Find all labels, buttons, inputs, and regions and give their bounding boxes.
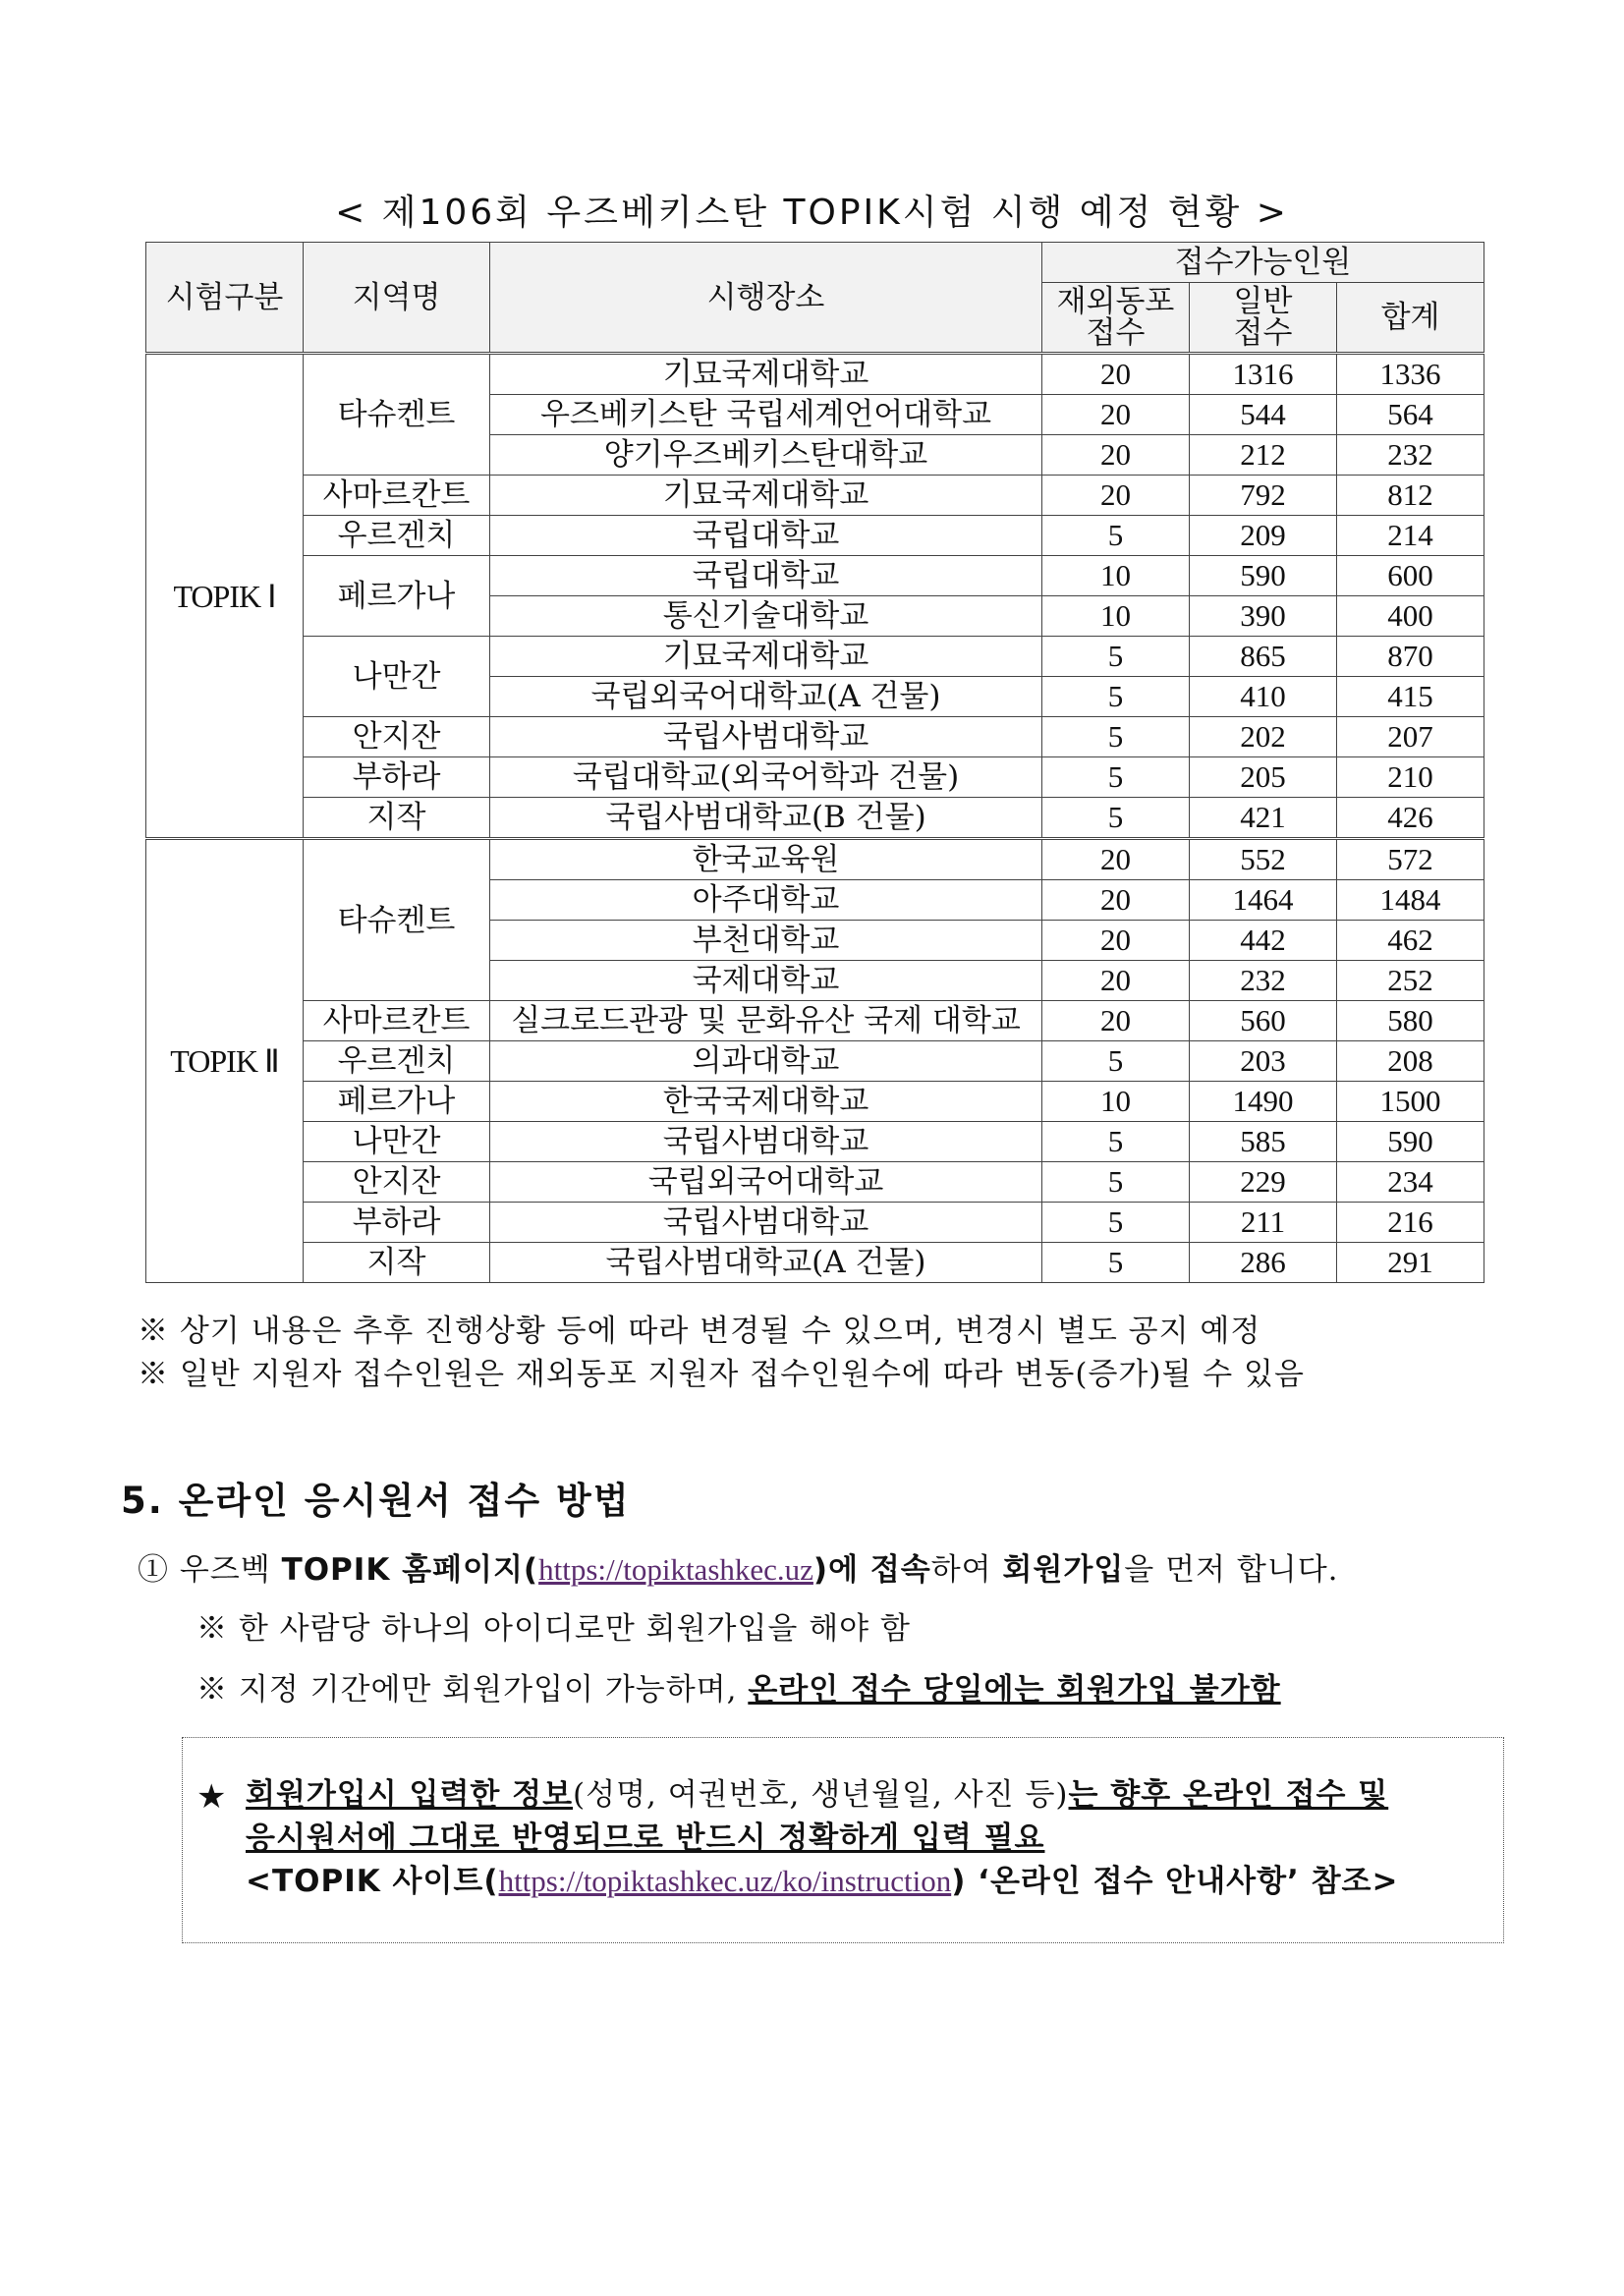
venue-cell: 국립대학교(외국어학과 건물) bbox=[490, 757, 1042, 798]
step-bold: 회원가입 bbox=[1002, 1552, 1125, 1588]
notice-line-3 bbox=[246, 1860, 1398, 1903]
general-count-cell: 1464 bbox=[1190, 880, 1337, 921]
total-count-cell: 572 bbox=[1337, 839, 1484, 880]
star-icon: ★ bbox=[196, 1777, 227, 1817]
region-cell: 페르가나 bbox=[304, 556, 490, 637]
overseas-count-cell: 10 bbox=[1042, 556, 1190, 596]
region-cell: 지작 bbox=[304, 798, 490, 839]
overseas-count-cell: 5 bbox=[1042, 677, 1190, 717]
region-cell: 타슈켄트 bbox=[304, 354, 490, 476]
sub-note-2 bbox=[196, 1668, 1281, 1711]
overseas-count-cell: 20 bbox=[1042, 354, 1190, 395]
notice-box bbox=[182, 1737, 1504, 1943]
general-count-cell: 560 bbox=[1190, 1001, 1337, 1041]
total-count-cell: 207 bbox=[1337, 717, 1484, 757]
overseas-count-cell: 5 bbox=[1042, 637, 1190, 677]
notice-text: (성명, 여권번호, 생년월일, 사진 등) bbox=[573, 1777, 1069, 1813]
region-cell: 부하라 bbox=[304, 757, 490, 798]
table-row bbox=[146, 1001, 1484, 1041]
region-cell: 부하라 bbox=[304, 1203, 490, 1243]
exam-level-cell: TOPIK Ⅱ bbox=[146, 839, 304, 1283]
header-total: 합계 bbox=[1337, 283, 1484, 354]
total-count-cell: 426 bbox=[1337, 798, 1484, 839]
total-count-cell: 870 bbox=[1337, 637, 1484, 677]
table-row bbox=[146, 476, 1484, 516]
region-cell: 안지잔 bbox=[304, 717, 490, 757]
step-text: 우즈벡 bbox=[179, 1552, 271, 1588]
table-row bbox=[146, 757, 1484, 798]
header-capacity: 접수가능인원 bbox=[1042, 243, 1484, 283]
venue-cell: 국립대학교 bbox=[490, 556, 1042, 596]
venue-cell: 아주대학교 bbox=[490, 880, 1042, 921]
header-region: 지역명 bbox=[304, 243, 490, 354]
exam-level-cell: TOPIK Ⅰ bbox=[146, 354, 304, 839]
total-count-cell: 462 bbox=[1337, 921, 1484, 961]
overseas-count-cell: 20 bbox=[1042, 839, 1190, 880]
overseas-count-cell: 10 bbox=[1042, 596, 1190, 637]
step-text: 하여 bbox=[930, 1552, 992, 1588]
venue-cell: 국립외국어대학교 bbox=[490, 1162, 1042, 1203]
overseas-count-cell: 10 bbox=[1042, 1082, 1190, 1122]
overseas-count-cell: 5 bbox=[1042, 516, 1190, 556]
general-count-cell: 792 bbox=[1190, 476, 1337, 516]
notice-bold: 는 향후 온라인 접수 및 bbox=[1068, 1777, 1389, 1813]
total-count-cell: 234 bbox=[1337, 1162, 1484, 1203]
venue-cell: 국립사범대학교 bbox=[490, 1203, 1042, 1243]
notice-line-1 bbox=[246, 1773, 1388, 1817]
general-count-cell: 585 bbox=[1190, 1122, 1337, 1162]
table-row bbox=[146, 556, 1484, 596]
general-count-cell: 202 bbox=[1190, 717, 1337, 757]
total-count-cell: 1484 bbox=[1337, 880, 1484, 921]
general-count-cell: 544 bbox=[1190, 395, 1337, 435]
overseas-count-cell: 20 bbox=[1042, 435, 1190, 476]
header-general-line1: 일반 bbox=[1233, 284, 1293, 319]
header-exam-type: 시험구분 bbox=[146, 243, 304, 354]
overseas-count-cell: 5 bbox=[1042, 1041, 1190, 1082]
venue-cell: 양기우즈베키스탄대학교 bbox=[490, 435, 1042, 476]
total-count-cell: 590 bbox=[1337, 1122, 1484, 1162]
region-cell: 나만간 bbox=[304, 637, 490, 717]
total-count-cell: 564 bbox=[1337, 395, 1484, 435]
step-marker: ① bbox=[138, 1552, 169, 1588]
sub-note-emphasis: 온라인 접수 당일에는 회원가입 불가함 bbox=[748, 1672, 1281, 1708]
general-count-cell: 442 bbox=[1190, 921, 1337, 961]
table-row bbox=[146, 516, 1484, 556]
table-row bbox=[146, 798, 1484, 839]
exam-schedule-table bbox=[145, 242, 1484, 1283]
region-cell: 사마르칸트 bbox=[304, 1001, 490, 1041]
note-item: ※ 상기 내용은 추후 진행상황 등에 따라 변경될 수 있으며, 변경시 별도 공지 예정 bbox=[138, 1314, 1261, 1349]
venue-cell: 기묘국제대학교 bbox=[490, 637, 1042, 677]
venue-cell: 부천대학교 bbox=[490, 921, 1042, 961]
general-count-cell: 205 bbox=[1190, 757, 1337, 798]
notice-bold: ) ‘온라인 접수 안내사항’ 참조> bbox=[951, 1864, 1399, 1899]
overseas-count-cell: 20 bbox=[1042, 476, 1190, 516]
table-row bbox=[146, 1243, 1484, 1283]
total-count-cell: 232 bbox=[1337, 435, 1484, 476]
general-count-cell: 286 bbox=[1190, 1243, 1337, 1283]
venue-cell: 기묘국제대학교 bbox=[490, 476, 1042, 516]
overseas-count-cell: 20 bbox=[1042, 395, 1190, 435]
schedule-body bbox=[146, 354, 1484, 1283]
venue-cell: 국립사범대학교(A 건물) bbox=[490, 1243, 1042, 1283]
total-count-cell: 812 bbox=[1337, 476, 1484, 516]
venue-cell: 우즈베키스탄 국립세계언어대학교 bbox=[490, 395, 1042, 435]
region-cell: 나만간 bbox=[304, 1122, 490, 1162]
venue-cell: 국립사범대학교 bbox=[490, 717, 1042, 757]
venue-cell: 국립사범대학교 bbox=[490, 1122, 1042, 1162]
region-cell: 우르겐치 bbox=[304, 516, 490, 556]
homepage-link[interactable]: https://topiktashkec.uz bbox=[538, 1552, 813, 1587]
overseas-count-cell: 5 bbox=[1042, 1203, 1190, 1243]
page-title: < 제106회 우즈베키스탄 TOPIK시험 시행 예정 현황 > bbox=[335, 193, 1289, 233]
total-count-cell: 210 bbox=[1337, 757, 1484, 798]
sub-note-1: ※ 한 사람당 하나의 아이디로만 회원가입을 해야 함 bbox=[196, 1611, 911, 1647]
general-count-cell: 421 bbox=[1190, 798, 1337, 839]
venue-cell: 통신기술대학교 bbox=[490, 596, 1042, 637]
overseas-count-cell: 20 bbox=[1042, 961, 1190, 1001]
region-cell: 타슈켄트 bbox=[304, 839, 490, 1001]
overseas-count-cell: 5 bbox=[1042, 798, 1190, 839]
general-count-cell: 212 bbox=[1190, 435, 1337, 476]
region-cell: 지작 bbox=[304, 1243, 490, 1283]
overseas-count-cell: 5 bbox=[1042, 1243, 1190, 1283]
venue-cell: 실크로드관광 및 문화유산 국제 대학교 bbox=[490, 1001, 1042, 1041]
region-cell: 안지잔 bbox=[304, 1162, 490, 1203]
general-count-cell: 232 bbox=[1190, 961, 1337, 1001]
overseas-count-cell: 20 bbox=[1042, 1001, 1190, 1041]
notice-bold: 응시원서에 그대로 반영되므로 반드시 정확하게 입력 필요 bbox=[246, 1820, 1045, 1856]
sub-note-text: ※ 지정 기간에만 회원가입이 가능하며, bbox=[196, 1672, 738, 1708]
general-count-cell: 390 bbox=[1190, 596, 1337, 637]
general-count-cell: 1316 bbox=[1190, 354, 1337, 395]
venue-cell: 국립외국어대학교(A 건물) bbox=[490, 677, 1042, 717]
general-count-cell: 552 bbox=[1190, 839, 1337, 880]
header-general-line2: 접수 bbox=[1233, 315, 1293, 351]
header-venue: 시행장소 bbox=[490, 243, 1042, 354]
instruction-link[interactable]: https://topiktashkec.uz/ko/instruction bbox=[498, 1864, 952, 1898]
venue-cell: 국제대학교 bbox=[490, 961, 1042, 1001]
total-count-cell: 580 bbox=[1337, 1001, 1484, 1041]
notice-bold: <TOPIK 사이트( bbox=[246, 1864, 499, 1899]
venue-cell: 한국교육원 bbox=[490, 839, 1042, 880]
table-row bbox=[146, 717, 1484, 757]
header-general bbox=[1190, 283, 1337, 354]
general-count-cell: 865 bbox=[1190, 637, 1337, 677]
table-row bbox=[146, 1122, 1484, 1162]
total-count-cell: 400 bbox=[1337, 596, 1484, 637]
step-bold: TOPIK 홈페이지( bbox=[281, 1552, 539, 1588]
venue-cell: 국립사범대학교(B 건물) bbox=[490, 798, 1042, 839]
overseas-count-cell: 5 bbox=[1042, 757, 1190, 798]
general-count-cell: 590 bbox=[1190, 556, 1337, 596]
step-bold: )에 접속 bbox=[812, 1552, 931, 1588]
note-item: ※ 일반 지원자 접수인원은 재외동포 지원자 접수인원수에 따라 변동(증가)될 수 있음 bbox=[138, 1357, 1305, 1392]
header-overseas-line2: 접수 bbox=[1086, 315, 1146, 351]
step-text: 을 먼저 합니다. bbox=[1124, 1552, 1339, 1588]
table-row bbox=[146, 637, 1484, 677]
header-overseas bbox=[1042, 283, 1190, 354]
venue-cell: 기묘국제대학교 bbox=[490, 354, 1042, 395]
step-1 bbox=[138, 1548, 1339, 1592]
total-count-cell: 216 bbox=[1337, 1203, 1484, 1243]
table-row bbox=[146, 354, 1484, 395]
general-count-cell: 211 bbox=[1190, 1203, 1337, 1243]
venue-cell: 국립대학교 bbox=[490, 516, 1042, 556]
total-count-cell: 252 bbox=[1337, 961, 1484, 1001]
total-count-cell: 1500 bbox=[1337, 1082, 1484, 1122]
total-count-cell: 291 bbox=[1337, 1243, 1484, 1283]
general-count-cell: 410 bbox=[1190, 677, 1337, 717]
notes bbox=[138, 1310, 1305, 1396]
table-row bbox=[146, 839, 1484, 880]
notice-line-2 bbox=[246, 1817, 1044, 1860]
table-row bbox=[146, 1082, 1484, 1122]
overseas-count-cell: 20 bbox=[1042, 921, 1190, 961]
notice-bold: 회원가입시 입력한 정보 bbox=[246, 1777, 574, 1813]
overseas-count-cell: 5 bbox=[1042, 1162, 1190, 1203]
section-heading: 5. 온라인 응시원서 접수 방법 bbox=[121, 1480, 631, 1522]
overseas-count-cell: 5 bbox=[1042, 717, 1190, 757]
header-overseas-line1: 재외동포 bbox=[1056, 284, 1175, 319]
total-count-cell: 1336 bbox=[1337, 354, 1484, 395]
table-row bbox=[146, 1203, 1484, 1243]
general-count-cell: 229 bbox=[1190, 1162, 1337, 1203]
overseas-count-cell: 20 bbox=[1042, 880, 1190, 921]
general-count-cell: 203 bbox=[1190, 1041, 1337, 1082]
region-cell: 사마르칸트 bbox=[304, 476, 490, 516]
region-cell: 우르겐치 bbox=[304, 1041, 490, 1082]
table-row bbox=[146, 1162, 1484, 1203]
total-count-cell: 415 bbox=[1337, 677, 1484, 717]
table-row bbox=[146, 1041, 1484, 1082]
total-count-cell: 214 bbox=[1337, 516, 1484, 556]
venue-cell: 한국국제대학교 bbox=[490, 1082, 1042, 1122]
total-count-cell: 600 bbox=[1337, 556, 1484, 596]
general-count-cell: 209 bbox=[1190, 516, 1337, 556]
total-count-cell: 208 bbox=[1337, 1041, 1484, 1082]
region-cell: 페르가나 bbox=[304, 1082, 490, 1122]
venue-cell: 의과대학교 bbox=[490, 1041, 1042, 1082]
general-count-cell: 1490 bbox=[1190, 1082, 1337, 1122]
overseas-count-cell: 5 bbox=[1042, 1122, 1190, 1162]
